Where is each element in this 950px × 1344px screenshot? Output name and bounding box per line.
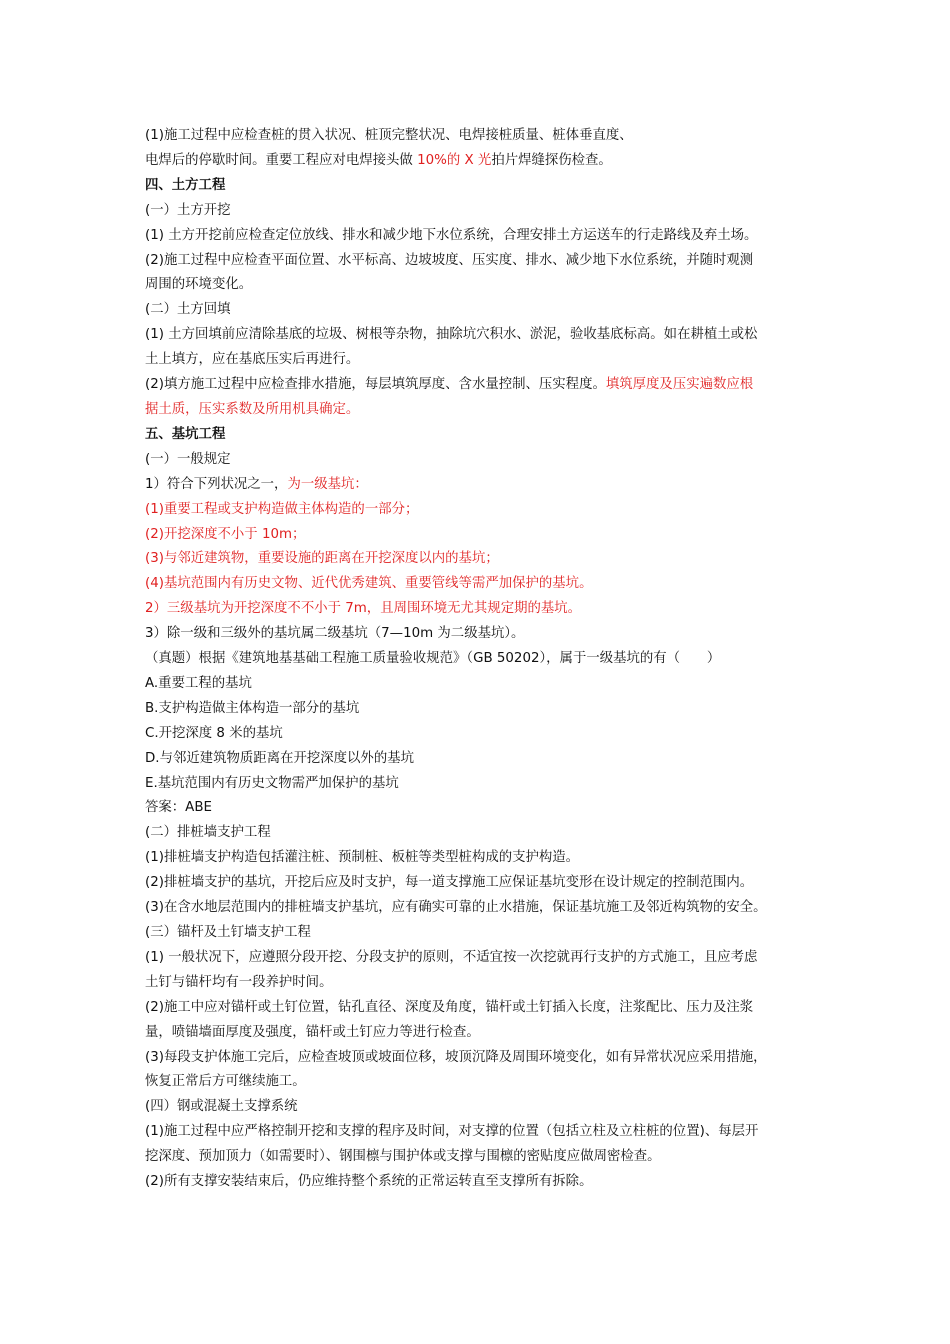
text-line: 土上填方，应在基底压实后再进行。 (145, 352, 360, 368)
text-line: (1)排桩墙支护构造包括灌注桩、预制桩、板桩等类型桩构成的支护构造。 (145, 850, 580, 866)
answer-text: 答案：ABE (145, 800, 212, 816)
option-a: A.重要工程的基坑 (145, 675, 252, 691)
subsection-heading: (三）锚杆及土钉墙支护工程 (145, 925, 311, 940)
text-line: 恢复正常后方可继续施工。 (145, 1074, 306, 1090)
highlight-text: 为一级基坑： (287, 476, 368, 492)
highlight-text: 填筑厚度及压实遍数应根 (605, 377, 754, 393)
highlight-line: 据土质，压实系数及所用机具确定。 (145, 401, 360, 417)
text-line: (2)施工中应对锚杆或土钉位置，钻孔直径、深度及角度，锚杆或土钉插入长度，注浆配比、压力及注浆 (145, 999, 754, 1015)
text-line: (3)在含水地层范围内的排桩墙支护基坑，应有确实可靠的止水措施，保证基坑施工及邻近构筑物的安全。 (145, 900, 767, 916)
highlight-text: 10%的 X 光 (417, 152, 492, 168)
text-line: 周围的环境变化。 (145, 277, 253, 293)
option-e: E.基坑范围内有历史文物需严加保护的基坑 (145, 775, 399, 791)
text-run: 拍片焊缝探伤检查。 (491, 152, 612, 168)
document-body (145, 124, 810, 1195)
highlight-line: (1)重要工程或支护构造做主体构造的一部分； (145, 501, 419, 517)
text-line: (1)施工过程中应严格控制开挖和支撑的程序及时间，对支撑的位置（包括立柱及立柱桩的位置)、每层开 (145, 1124, 759, 1140)
text-line: (1) 土方回填前应清除基底的垃圾、树根等杂物，抽除坑穴积水、淤泥，验收基底标高。如在耕植土或松 (145, 327, 758, 343)
text-run: 电焊后的停歇时间。重要工程应对电焊接头做 (145, 152, 418, 168)
text-line (145, 473, 810, 498)
text-line: 量，喷锚墙面厚度及强度，锚杆或土钉应力等进行检查。 (145, 1024, 480, 1040)
highlight-line: 2）三级基坑为开挖深度不不小于 7m，且周围环境无尤其规定期的基坑。 (145, 601, 582, 617)
section-heading: 四、土方工程 (145, 177, 226, 193)
text-line: 挖深度、预加顶力（如需要时）、钢围檩与围护体或支撑与围檩的密贴度应做周密检查。 (145, 1149, 661, 1165)
text-line: (2)排桩墙支护的基坑，开挖后应及时支护，每一道支撑施工应保证基坑变形在设计规定的控制范围内。 (145, 875, 754, 891)
subsection-heading: (二）土方回填 (145, 302, 231, 318)
text-run: (2)填方施工过程中应检查排水措施，每层填筑厚度、含水量控制、压实程度。 (145, 377, 606, 393)
subsection-heading: (一）一般规定 (145, 451, 231, 467)
text-line: 3）除一级和三级外的基坑属二级基坑（7—10m 为二级基坑）。 (145, 626, 525, 642)
subsection-heading: (一）土方开挖 (145, 202, 231, 218)
subsection-heading: (四）钢或混凝土支撑系统 (145, 1099, 298, 1115)
text-line (145, 149, 810, 174)
subsection-heading: (二）排桩墙支护工程 (145, 825, 271, 841)
text-run: 1）符合下列状况之一， (145, 476, 288, 492)
text-line (145, 373, 810, 398)
text-line: (2)所有支撑安装结束后，仍应维持整个系统的正常运转直至支撑所有拆除。 (145, 1174, 593, 1190)
text-line: (1) 土方开挖前应检查定位放线、排水和减少地下水位系统，合理安排土方运送车的行走路线及弃土场。 (145, 227, 758, 243)
highlight-line: (4)基坑范围内有历史文物、近代优秀建筑、重要管线等需严加保护的基坑。 (145, 576, 593, 592)
highlight-line: (3)与邻近建筑物，重要设施的距离在开挖深度以内的基坑； (145, 551, 499, 567)
option-b: B.支护构造做主体构造一部分的基坑 (145, 700, 360, 716)
text-line: (2)施工过程中应检查平面位置、水平标高、边坡坡度、压实度、排水、减少地下水位系统，并随时观测 (145, 252, 754, 268)
text-line: (3)每段支护体施工完后，应检查坡顶或坡面位移，坡顶沉降及周围环境变化，如有异常状况应采用措施， (145, 1049, 767, 1065)
highlight-line: (2)开挖深度不小于 10m； (145, 526, 306, 542)
option-c: C.开挖深度 8 米的基坑 (145, 725, 283, 741)
question-text: （真题）根据《建筑地基基础工程施工质量验收规范》（GB 50202），属于一级基坑的有（ ） (145, 651, 721, 667)
section-heading: 五、基坑工程 (145, 426, 226, 442)
text-line: (1) 一般状况下，应遵照分段开挖、分段支护的原则，不适宜按一次挖就再行支护的方式施工，且应考虑 (145, 949, 758, 965)
option-d: D.与邻近建筑物质距离在开挖深度以外的基坑 (145, 750, 414, 766)
text-line: (1)施工过程中应检查桩的贯入状况、桩顶完整状况、电焊接桩质量、桩体垂直度、 (145, 128, 633, 143)
text-line: 土钉与锚杆均有一段养护时间。 (145, 974, 333, 990)
